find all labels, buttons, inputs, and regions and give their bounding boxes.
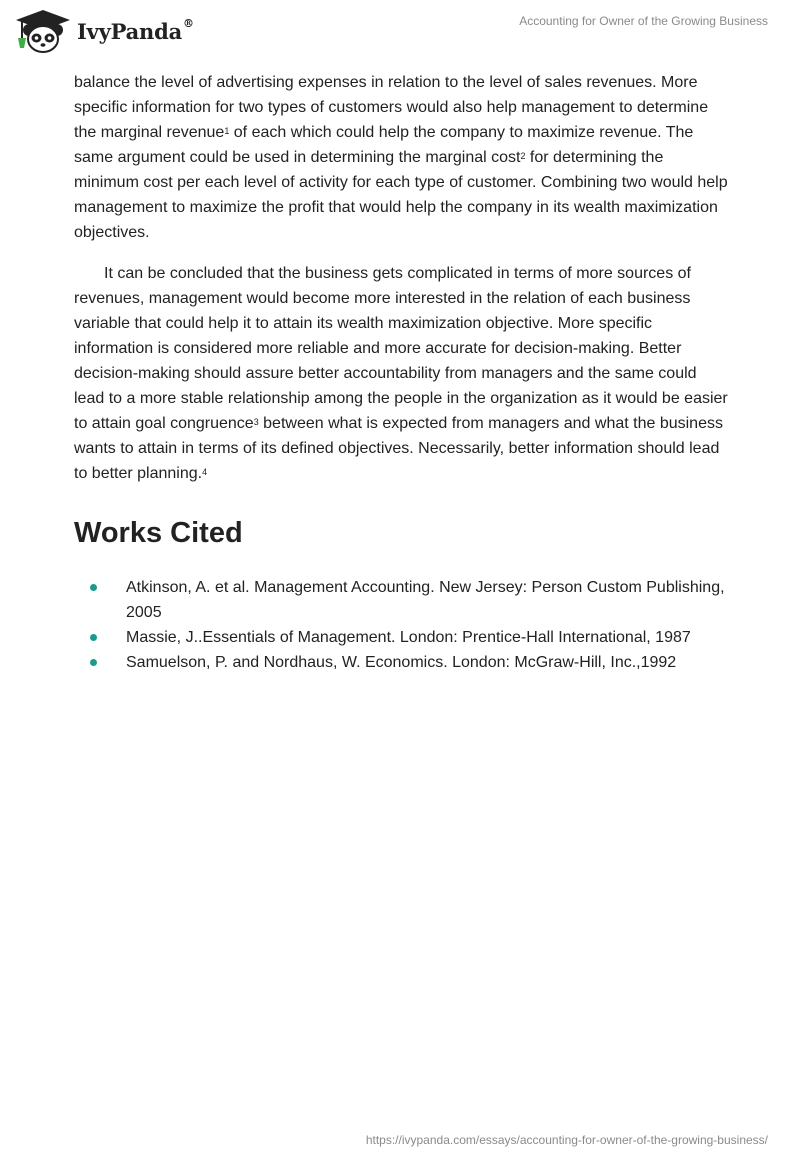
document-title: Accounting for Owner of the Growing Business bbox=[519, 14, 768, 28]
citation-item: Atkinson, A. et al. Management Accounting. New Jersey: Person Custom Publishing, 2005 bbox=[74, 575, 730, 625]
essay-content bbox=[74, 70, 730, 675]
ivypanda-logo[interactable] bbox=[14, 8, 194, 54]
citation-item: Samuelson, P. and Nordhaus, W. Economics. London: McGraw-Hill, Inc.,1992 bbox=[74, 650, 730, 675]
bullet-icon bbox=[90, 634, 97, 641]
footnote-ref-3[interactable]: 3 bbox=[253, 417, 259, 427]
footnote-ref-2[interactable]: 2 bbox=[520, 151, 526, 161]
paragraph-1: balance the level of advertising expenses in relation to the level of sales revenues. More specific information for two types of customers would also help management to determine the marginal revenue$^1$ of each which could help the company to maximize revenue. The same argument could be used in determining the marginal cost$^2$ for determining the minimum cost per each level of activity for each type of customer. Combining two would help management to maximize the profit that would help the company in its wealth maximization objectives. bbox=[74, 74, 728, 241]
paragraph-2: It can be concluded that the business gets complicated in terms of more sources of revenues, management would become more interested in the relation of each business variable that could help it to attain its wealth maximization objective. More specific information is considered more reliable and more accurate for decision-making. Better decision-making should assure better accountability from managers and the same could lead to a more stable relationship among the people in the organization as it would be easier to attain goal congruence$^3$ between what is expected from managers and what the business wants to attain in terms of its defined objectives. Necessarily, better information should lead to better planning.$^4$ bbox=[74, 265, 728, 482]
footnote-ref-1[interactable]: 1 bbox=[224, 126, 230, 136]
citation-item: Massie, J..Essentials of Management. London: Prentice-Hall International, 1987 bbox=[74, 625, 730, 650]
works-cited-heading: Works Cited bbox=[74, 517, 243, 549]
bullet-icon bbox=[90, 584, 97, 591]
brand-name: IvyPanda® bbox=[77, 16, 194, 44]
works-cited-list bbox=[74, 575, 730, 675]
footnote-ref-4[interactable]: 4 bbox=[202, 467, 208, 477]
panda-graduate-icon bbox=[14, 8, 72, 54]
registered-mark: ® bbox=[183, 16, 194, 30]
source-url-link[interactable]: https://ivypanda.com/essays/accounting-for-owner-of-the-growing-business/ bbox=[365, 1133, 768, 1147]
bullet-icon bbox=[90, 659, 97, 666]
page-header bbox=[0, 0, 800, 70]
